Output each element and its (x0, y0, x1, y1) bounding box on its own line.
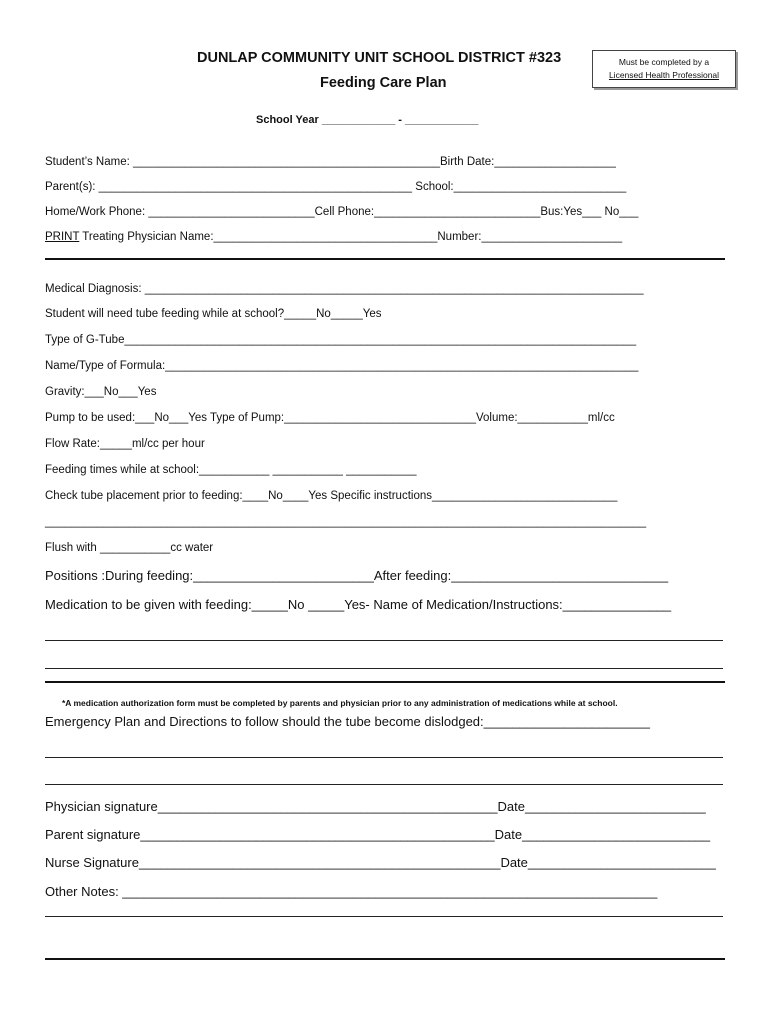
physician-signature-field[interactable]: Physician signature_______________________________________________Date_________________________ (45, 799, 706, 814)
student-name-field[interactable]: Student’s Name: ________________________________________________Birth Date:___________________ (45, 156, 616, 168)
other-notes-line[interactable] (45, 916, 723, 917)
parent-signature-field[interactable]: Parent signature_________________________________________________Date__________________________ (45, 827, 711, 842)
flush-field[interactable]: Flush with ___________cc water (45, 542, 214, 554)
gtube-field[interactable]: Type of G-Tube________________________________________________________________________________ (45, 334, 637, 346)
print-label: PRINT (45, 231, 80, 243)
check-placement-field[interactable]: Check tube placement prior to feeding:____No____Yes Specific instructions_____________________________ (45, 490, 618, 502)
check-continuation-field[interactable]: ______________________________________________________________________________________________ (45, 516, 647, 528)
physician-field[interactable] (45, 231, 622, 243)
emergency-line-2[interactable] (45, 784, 723, 785)
plan-title: Feeding Care Plan (320, 75, 447, 91)
formula-field[interactable]: Name/Type of Formula:__________________________________________________________________________ (45, 360, 639, 372)
gravity-field[interactable]: Gravity:___No___Yes (45, 386, 157, 398)
positions-field[interactable]: Positions :During feeding:_________________________After feeding:______________________________ (45, 568, 669, 583)
feeding-times-field[interactable]: Feeding times while at school:___________ ___________ ___________ (45, 464, 417, 476)
other-notes-field[interactable]: Other Notes: __________________________________________________________________________ (45, 884, 658, 899)
medication-line-1[interactable] (45, 640, 723, 641)
box-line-1: Must be completed by a (618, 57, 710, 67)
flow-rate-field[interactable]: Flow Rate:_____ml/cc per hour (45, 438, 205, 450)
emergency-plan-field[interactable]: Emergency Plan and Directions to follow should the tube become dislodged:_______________________ (45, 714, 650, 729)
section-divider-2 (45, 681, 725, 683)
parents-field[interactable]: Parent(s): _________________________________________________ School:___________________________ (45, 181, 627, 193)
diagnosis-field[interactable]: Medical Diagnosis: ______________________________________________________________________________ (45, 283, 644, 295)
emergency-line-1[interactable] (45, 757, 723, 758)
licensed-professional-box (592, 50, 736, 88)
need-feeding-field[interactable]: Student will need tube feeding while at school?_____No_____Yes (45, 308, 382, 320)
box-line-2: Licensed Health Professional (608, 70, 720, 80)
physician-label: Treating Physician Name:___________________________________Number:______________________ (79, 231, 623, 243)
phones-field[interactable]: Home/Work Phone: __________________________Cell Phone:__________________________Bus:Yes___ No___ (45, 206, 639, 218)
pump-field[interactable]: Pump to be used:___No___Yes Type of Pump:______________________________Volume:___________ml/cc (45, 412, 615, 424)
nurse-signature-field[interactable]: Nurse Signature__________________________________________________Date__________________________ (45, 855, 716, 870)
medication-line-2[interactable] (45, 668, 723, 669)
medication-field[interactable]: Medication to be given with feeding:_____No _____Yes- Name of Medication/Instructions:_______________ (45, 597, 672, 612)
school-year-field[interactable]: School Year ____________ - ____________ (256, 114, 479, 126)
medication-authorization-note: *A medication authorization form must be completed by parents and physician prior to any administration of medications while at school. (62, 698, 618, 708)
section-divider (45, 258, 725, 260)
district-title: DUNLAP COMMUNITY UNIT SCHOOL DISTRICT #323 (197, 50, 562, 66)
bottom-rule (45, 958, 725, 960)
